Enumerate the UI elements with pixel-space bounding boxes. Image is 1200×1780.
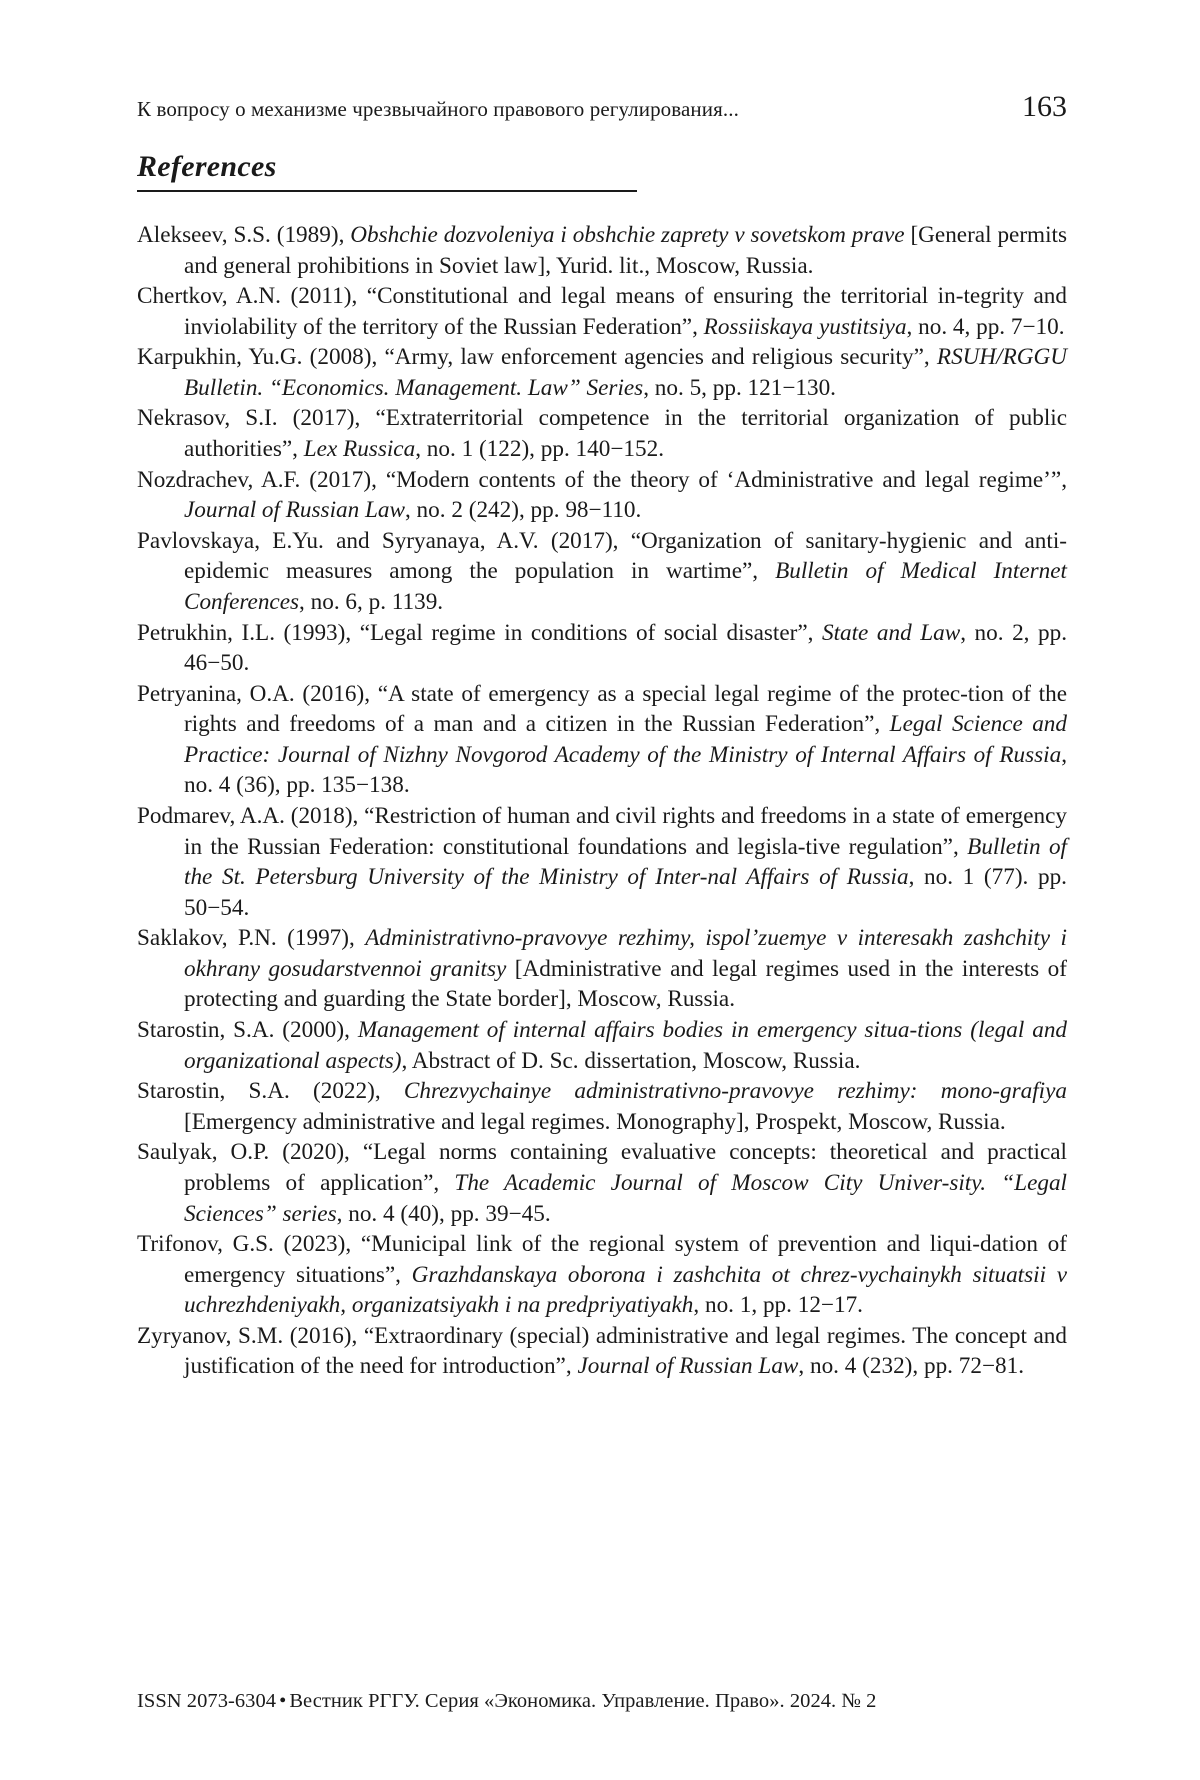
reference-entry: Trifonov, G.S. (2023), “Municipal link of the regional system of prevention and liqui-dation of emergency situations”, Grazhdanskaya oborona i zashchita ot chrez-vychainykh situatsii v uchrezhdeniyakh, organizatsiyakh i na predpriyatiyakh, no. 1, pp. 12−17.	[137, 1231, 1068, 1319]
reference-entry: Nozdrachev, A.F. (2017), “Modern contents of the theory of ‘Administrative and legal regime’”, Journal of Russian Law, no. 2 (242), pp. 98−110.	[137, 466, 1067, 524]
reference-entry: Starostin, S.A. (2022), Chrezvychainye administrativno-pravovye rezhimy: mono-grafiya [Emergency administrative and legal regimes. Monography], Prospekt, Moscow, Russia.	[137, 1078, 1067, 1135]
reference-entry: Pavlovskaya, E.Yu. and Syryanaya, A.V. (2017), “Organization of sanitary-hygienic and anti-epidemic measures among the population in wartime”, Bulletin of Medical Internet Conferences, no. 6, p. 1139.	[137, 527, 1067, 615]
footer-issn: ISSN 2073-6304	[137, 1690, 277, 1712]
reference-list	[137, 220, 1067, 1382]
reference-entry: Zyryanov, S.M. (2016), “Extraordinary (special) administrative and legal regimes. The concept and justification of the need for introduction”, Journal of Russian Law, no. 4 (232), pp. 72−81.	[137, 1322, 1067, 1380]
reference-entry: Chertkov, A.N. (2011), “Constitutional and legal means of ensuring the territorial in-tegrity and inviolability of the territory of the Russian Federation”, Rossiiskaya yustitsiya, no. 4, pp. 7−10.	[137, 283, 1067, 340]
section-heading-references: References	[137, 150, 277, 183]
reference-entry: Starostin, S.A. (2000), Management of internal affairs bodies in emergency situa-tions (legal and organizational aspects), Abstract of D. Sc. dissertation, Moscow, Russia.	[137, 1017, 1068, 1074]
page-number: 163	[1022, 90, 1067, 123]
running-head	[137, 90, 1067, 124]
reference-entry: Saulyak, O.P. (2020), “Legal norms containing evaluative concepts: theoretical and practical problems of application”, The Academic Journal of Moscow City Univer-sity. “Legal Sciences” series, no. 4 (40), pp. 39−45.	[137, 1139, 1067, 1227]
heading-rule	[137, 190, 637, 192]
footer-journal: Вестник РГГУ. Серия «Экономика. Управление. Право». 2024. № 2	[289, 1690, 877, 1712]
reference-entry: Petrukhin, I.L. (1993), “Legal regime in conditions of social disaster”, State and Law, no. 2, pp. 46−50.	[137, 619, 1067, 677]
page-content	[137, 90, 1067, 1382]
running-head-title: К вопросу о механизме чрезвычайного правового регулирования...	[137, 97, 739, 121]
reference-entry: Podmarev, A.A. (2018), “Restriction of human and civil rights and freedoms in a state of emergency in the Russian Federation: constitutional foundations and legisla-tive regulation”, Bulletin of the St. Petersburg University of the Ministry of Inter-nal Affairs of Russia, no. 1 (77). pp. 50−54.	[137, 802, 1067, 921]
reference-entry: Petryanina, O.A. (2016), “A state of emergency as a special legal regime of the protec-tion of the rights and freedoms of a man and a citizen in the Russian Federation”, Legal Science and Practice: Journal of Nizhny Novgorod Academy of the Ministry of Internal Affairs of Russia, no. 4 (36), pp. 135−138.	[137, 680, 1067, 799]
reference-entry: Nekrasov, S.I. (2017), “Extraterritorial competence in the territorial organization of public authorities”, Lex Russica, no. 1 (122), pp. 140−152.	[137, 405, 1067, 463]
page-footer	[137, 1690, 1067, 1713]
reference-entry: Saklakov, P.N. (1997), Administrativno-pravovye rezhimy, ispol’zuemye v interesakh zashchity i okhrany gosudarstvennoi granitsy [Administrative and legal regimes used in the interests of protecting and guarding the State border], Moscow, Russia.	[137, 925, 1067, 1013]
reference-entry: Alekseev, S.S. (1989), Obshchie dozvoleniya i obshchie zaprety v sovetskom prave [General permits and general prohibitions in Soviet law], Yurid. lit., Moscow, Russia.	[137, 222, 1067, 279]
footer-bullet: •	[279, 1690, 287, 1712]
reference-entry: Karpukhin, Yu.G. (2008), “Army, law enforcement agencies and religious security”, RSUH/RGGU Bulletin. “Economics. Management. Law” Series, no. 5, pp. 121−130.	[137, 344, 1067, 401]
